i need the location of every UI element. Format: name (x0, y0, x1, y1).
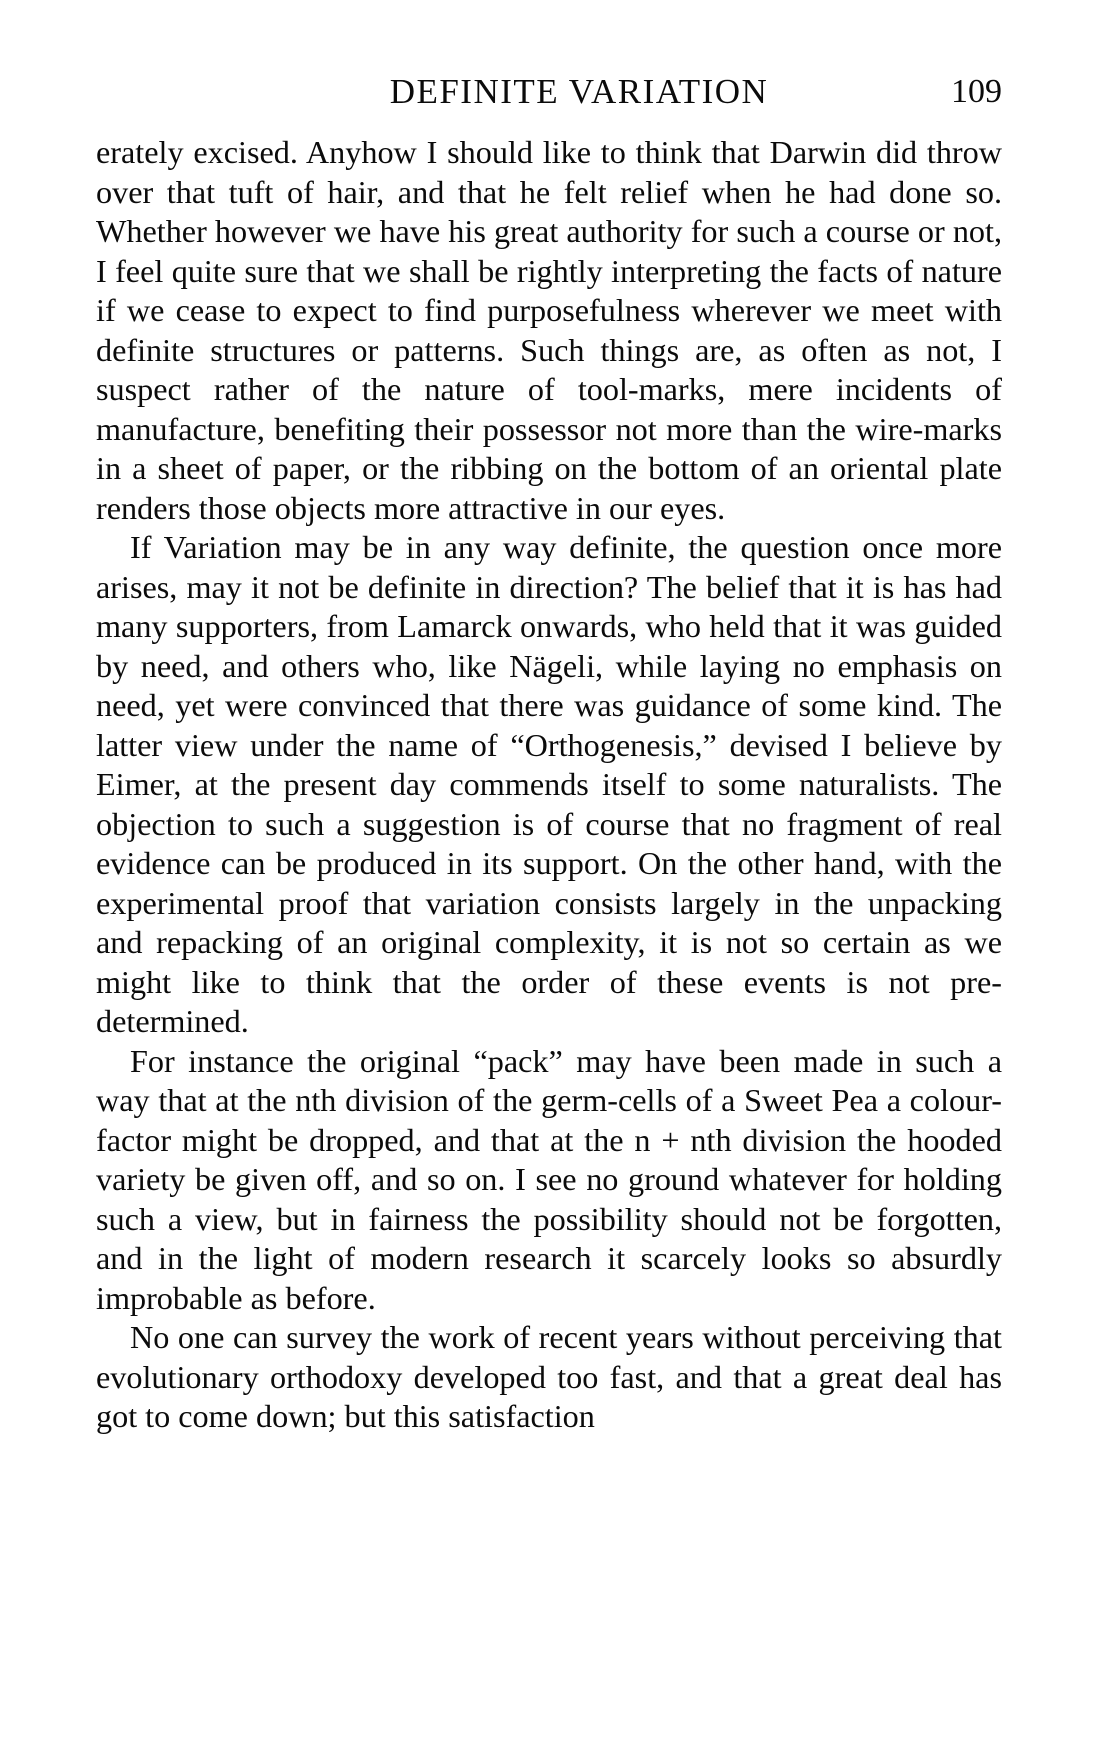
paragraph-original-pack: For instance the original “pack” may have been made in such a way that at the nth division of the germ-cells of a Sweet Pea a colour-factor might be dropped, and that at the n + nth division the hooded variety be given off, and so on. I see no ground whatever for holding such a view, but in fairness the possibility should not be forgotten, and in the light of modern research it scarcely looks so absurdly improbable as before. (96, 1042, 1002, 1316)
running-head (96, 70, 1002, 114)
paragraph-evolutionary-orthodoxy: No one can survey the work of recent years without perceiving that evolutionary orthodoxy developed too fast, and that a great deal has got to come down; but this satisfaction (96, 1319, 1002, 1434)
paragraph-definite-direction: If Variation may be in any way definite, the question once more arises, may it not be definite in direction? The belief that it is has had many supporters, from Lamarck onwards, who held that it was guided by need, and others who, like Nägeli, while laying no emphasis on need, yet were convinced that there was guidance of some kind. The latter view under the name of “Orthogenesis,” devised I believe by Eimer, at the present day commends itself to some naturalists. The objection to such a suggestion is of course that no fragment of real evidence can be produced in its support. On the other hand, with the experimental proof that variation consists largely in the unpacking and repacking of an original complexity, it is not so certain as we might like to think that the order of these events is not pre-determined. (96, 529, 1002, 1039)
paragraph-continued: erately excised. Anyhow I should like to think that Darwin did throw over that tuft of hair, and that he felt relief when he had done so. Whether however we have his great authority for such a course or not, I feel quite sure that we shall be rightly interpreting the facts of nature if we cease to expect to find purposefulness wherever we meet with definite structures or patterns. Such things are, as often as not, I suspect rather of the nature of tool-marks, mere incidents of manufacture, benefiting their possessor not more than the wire-marks in a sheet of paper, or the ribbing on the bottom of an oriental plate renders those objects more attractive in our eyes. (96, 134, 1002, 526)
running-title: DEFINITE VARIATION (389, 72, 769, 111)
page-number: 109 (951, 73, 1002, 110)
body-text (96, 133, 1002, 1437)
